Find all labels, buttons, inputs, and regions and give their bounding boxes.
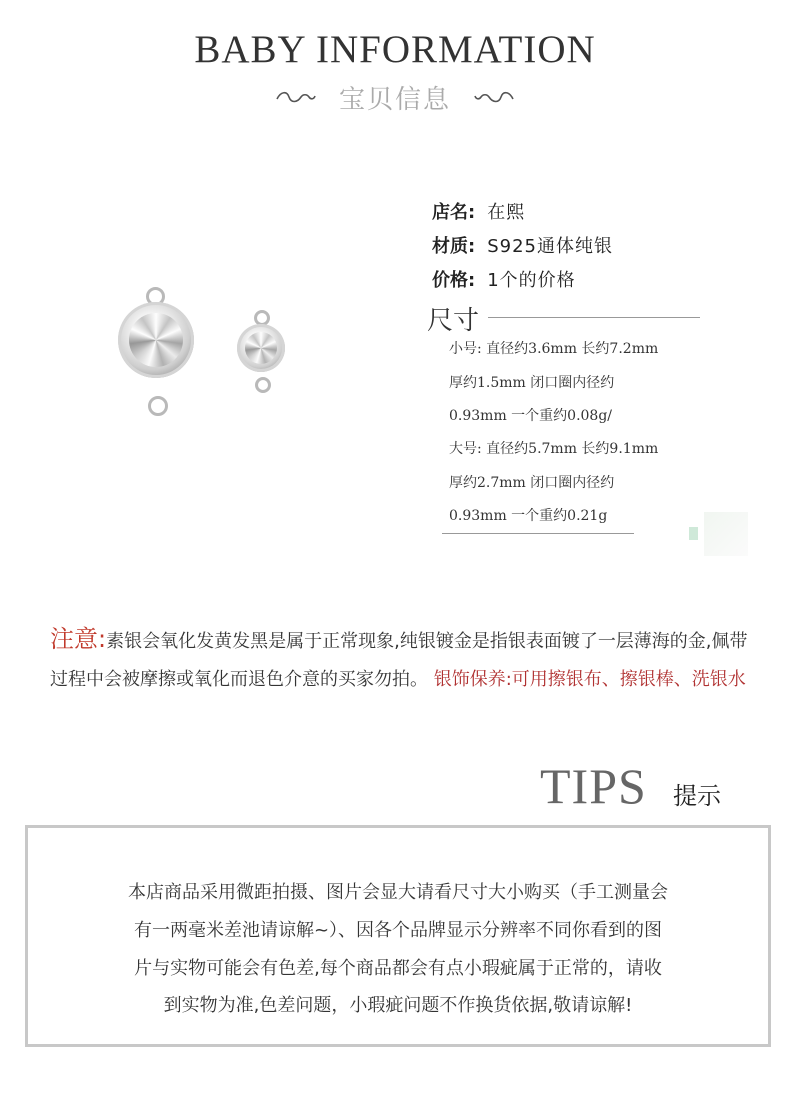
size-divider [488,317,700,318]
notice-paragraph [50,620,762,699]
small-bottom-loop [255,377,271,393]
notice-label: 注意: [50,625,107,653]
material-value: S925通体纯银 [487,236,613,257]
spec-line: 0.93mm 一个重约0.08g/ [449,408,613,424]
right-swirl-ornament-icon [473,89,515,105]
large-bottom-loop [148,396,168,416]
care-text: 银饰保养:可用擦银布、擦银棒、洗银水 [433,669,746,690]
price-value: 1个的价格 [487,270,576,291]
material-label: 材质: [432,236,476,257]
page-subtitle: 宝贝信息 [338,84,451,115]
info-material [432,234,613,260]
tips-title: TIPS [540,758,647,814]
spec-line: 大号: 直径约5.7mm 长约9.1mm [449,441,659,457]
info-price [432,268,576,294]
notice-body: 素银会氧化发黄发黑是属于正常现象,纯银镀金是指银表面镀了一层薄海的金,佩带过程中会被摩擦或氧化而退色介意的买家勿拍。 [50,631,748,690]
product-image [110,280,300,420]
spec-line: 小号: 直径约3.6mm 长约7.2mm [449,341,659,357]
decorative-square [704,512,748,556]
spec-line: 厚约2.7mm 闭口圈内径约 [449,475,615,491]
subtitle-row [0,80,790,114]
spec-line: 厚约1.5mm 闭口圈内径约 [449,375,615,391]
left-swirl-ornament-icon [275,89,317,105]
page-title: BABY INFORMATION [194,28,596,71]
small-stone [245,332,277,364]
info-store [432,200,525,226]
store-value: 在熙 [487,202,526,223]
tips-title-cn: 提示 [673,782,721,810]
tips-line: 到实物为准,色差问题，小瑕疵问题不作换货依据,敬请谅解! [163,995,633,1016]
store-label: 店名: [432,202,476,223]
price-label: 价格: [432,270,476,291]
spec-line: 0.93mm 一个重约0.21g [449,508,608,524]
tips-line: 有一两毫米差池请谅解~）、因各个品牌显示分辨率不同你看到的图 [133,920,663,941]
large-stone [129,313,183,367]
decorative-mark [689,527,698,540]
tips-line: 本店商品采用微距拍摄、图片会显大请看尺寸大小购买（手工测量会 [128,882,668,903]
spec-divider [442,533,634,534]
tips-line: 片与实物可能会有色差,每个商品都会有点小瑕疵属于正常的，请收 [134,958,662,979]
size-title: 尺寸 [427,306,480,336]
